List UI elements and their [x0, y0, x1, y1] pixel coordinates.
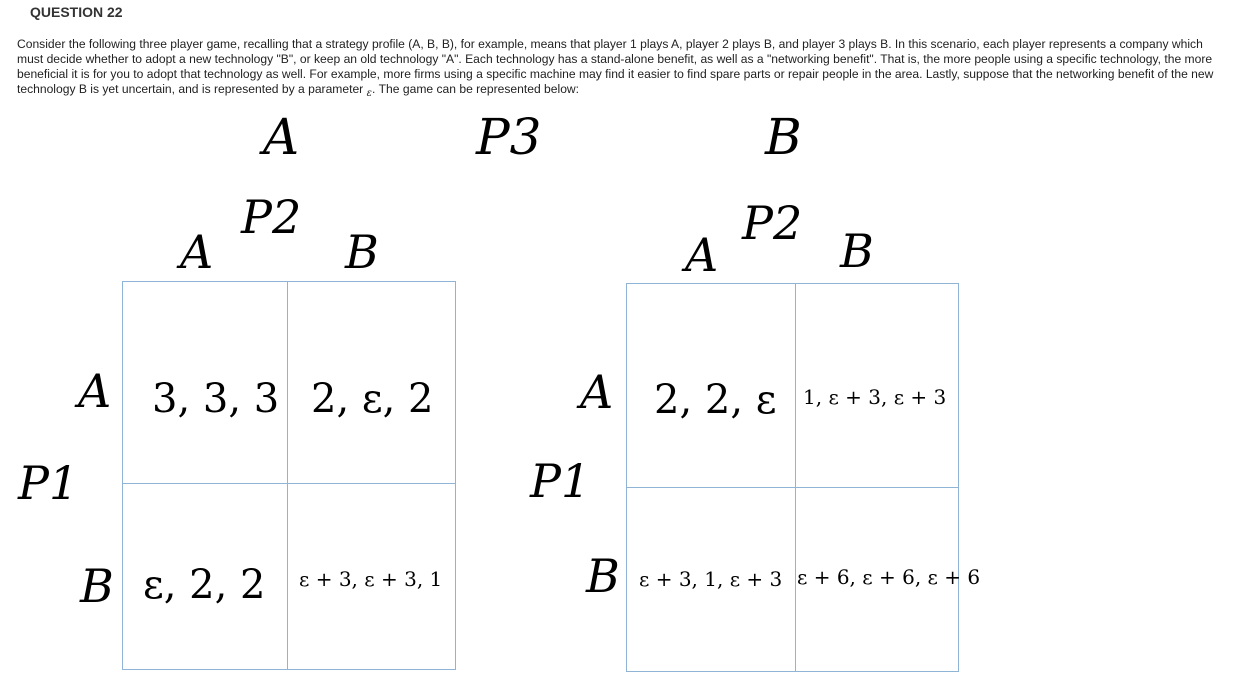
left-matrix-row-divider	[122, 483, 456, 484]
right-row-b-label: B	[586, 549, 620, 603]
question-text-end: . The game can be represented below:	[371, 82, 580, 96]
left-p2-label: P2	[241, 190, 302, 244]
left-col-b-label: B	[345, 225, 379, 279]
question-title: QUESTION 22	[30, 4, 123, 20]
left-row-a-label: A	[78, 364, 112, 418]
right-cell-ba: ε + 3, 1, ε + 3	[639, 567, 783, 591]
right-col-a-label: A	[685, 228, 719, 282]
p3-strategy-a-label: A	[263, 108, 300, 166]
left-cell-aa: 3, 3, 3	[152, 376, 280, 422]
right-matrix-row-divider	[626, 487, 959, 488]
right-p1-label: P1	[530, 454, 591, 508]
left-payoff-matrix	[122, 281, 456, 670]
question-text	[17, 37, 1227, 98]
left-cell-ba: ε, 2, 2	[143, 562, 266, 608]
right-cell-bb: ε + 6, ε + 6, ε + 6	[797, 565, 981, 589]
question-text-body: Consider the following three player game, recalling that a strategy profile (A, B, B), for example, means that player 1 plays A, player 2 plays B, and player 3 plays B. In this scenario, each player represents a company which must decide whether to adopt a new technology "B", or keep an old technology "A". Each technology has a stand-alone benefit, as well as a "networking benefit". That is, the more people using a specific technology, the more beneficial it is for you to adopt that technology as well. For example, more firms using a specific machine may find it easier to find spare parts or repair people in the area. Lastly, suppose that the networking benefit of the new technology B is yet uncertain, and is represented by a parameter	[17, 37, 1214, 96]
left-cell-ab: 2, ε, 2	[311, 376, 434, 422]
p3-strategy-b-label: B	[765, 108, 802, 166]
right-row-a-label: A	[580, 365, 614, 419]
right-p2-label: P2	[742, 196, 803, 250]
left-cell-bb: ε + 3, ε + 3, 1	[299, 567, 443, 591]
right-matrix-col-divider	[795, 283, 796, 672]
left-row-b-label: B	[80, 559, 114, 613]
right-payoff-matrix	[626, 283, 959, 672]
left-matrix-col-divider	[287, 281, 288, 670]
right-col-b-label: B	[840, 224, 874, 278]
left-col-a-label: A	[180, 225, 214, 279]
left-p1-label: P1	[18, 456, 79, 510]
right-cell-aa: 2, 2, ε	[654, 377, 777, 423]
epsilon-parameter: ε	[366, 88, 372, 99]
p3-label: P3	[476, 108, 542, 166]
right-cell-ab: 1, ε + 3, ε + 3	[803, 385, 947, 409]
